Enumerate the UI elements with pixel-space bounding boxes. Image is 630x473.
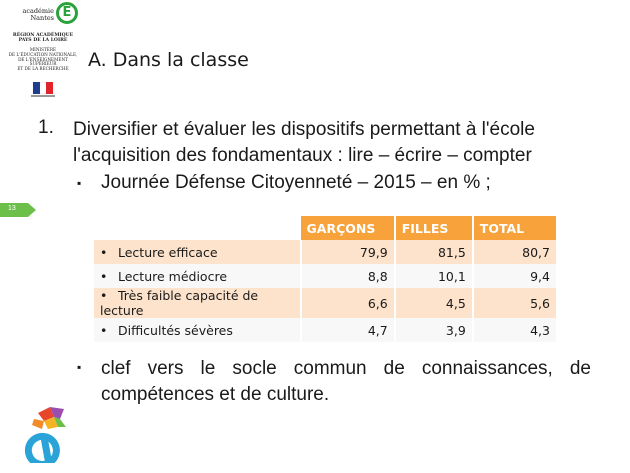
cell-filles: 10,1 [395, 264, 473, 288]
sub-bullet-text: clef vers le socle commun de connaissances, de compétences et de culture. [101, 358, 591, 405]
ministere-text: MINISTÈRE DE L'ÉDUCATION NATIONALE, DE L'ENSEIGNEMENT SUPÉRIEUR ET DE LA RECHERCHE [8, 47, 78, 72]
arrow-tag-icon [0, 203, 36, 217]
cell-filles: 4,5 [395, 288, 473, 318]
row-label: • Lecture médiocre [94, 264, 301, 288]
cell-filles: 3,9 [395, 318, 473, 342]
table-header-blank [94, 216, 301, 240]
e-letter-icon: É [56, 2, 78, 24]
table-row [94, 288, 556, 318]
row-label: • Difficultés sévères [94, 318, 301, 342]
list-item-text: Diversifier et évaluer les dispositifs permettant à l'école l'acquisition des fondamentaux : lire – écrire – compter [73, 119, 535, 166]
square-bullet-icon: ▪ [77, 176, 82, 190]
reading-table [94, 216, 556, 342]
section-title: A. Dans la classe [88, 49, 249, 71]
table-header-total: TOTAL [473, 216, 556, 240]
table-row [94, 240, 556, 264]
row-bullet-icon: • [100, 288, 108, 303]
table-row [94, 318, 556, 342]
square-bullet-icon: ▪ [77, 360, 82, 374]
cell-total: 5,6 [473, 288, 556, 318]
colorful-a-logo-icon [8, 403, 68, 463]
list-number: 1. [38, 117, 54, 138]
region-text: RÉGION ACADÉMIQUE PAYS DE LA LOIRE [12, 33, 74, 43]
page-number-tag [0, 203, 36, 217]
page-number: 13 [8, 205, 16, 212]
academie-logo [6, 0, 80, 100]
table-row [94, 264, 556, 288]
french-flag-icon [33, 82, 53, 94]
row-label: • Lecture efficace [94, 240, 301, 264]
table-header-filles: FILLES [395, 216, 473, 240]
cell-total: 4,3 [473, 318, 556, 342]
table-header-garcons: GARÇONS [301, 216, 395, 240]
row-bullet-icon: • [100, 244, 108, 260]
cell-total: 9,4 [473, 264, 556, 288]
cell-filles: 81,5 [395, 240, 473, 264]
row-bullet-icon: • [100, 268, 108, 284]
flag-caption [31, 95, 55, 97]
row-bullet-icon: • [100, 322, 108, 338]
cell-garcons: 4,7 [301, 318, 395, 342]
cell-garcons: 79,9 [301, 240, 395, 264]
cell-garcons: 6,6 [301, 288, 395, 318]
academie-wordmark: académie Nantes [22, 7, 54, 22]
row-label: • Très faible capacité de lecture [94, 288, 301, 318]
cell-garcons: 8,8 [301, 264, 395, 288]
table-header-row [94, 216, 556, 240]
cell-total: 80,7 [473, 240, 556, 264]
sub-bullet-text: Journée Défense Citoyenneté – 2015 – en % ; [101, 172, 491, 193]
